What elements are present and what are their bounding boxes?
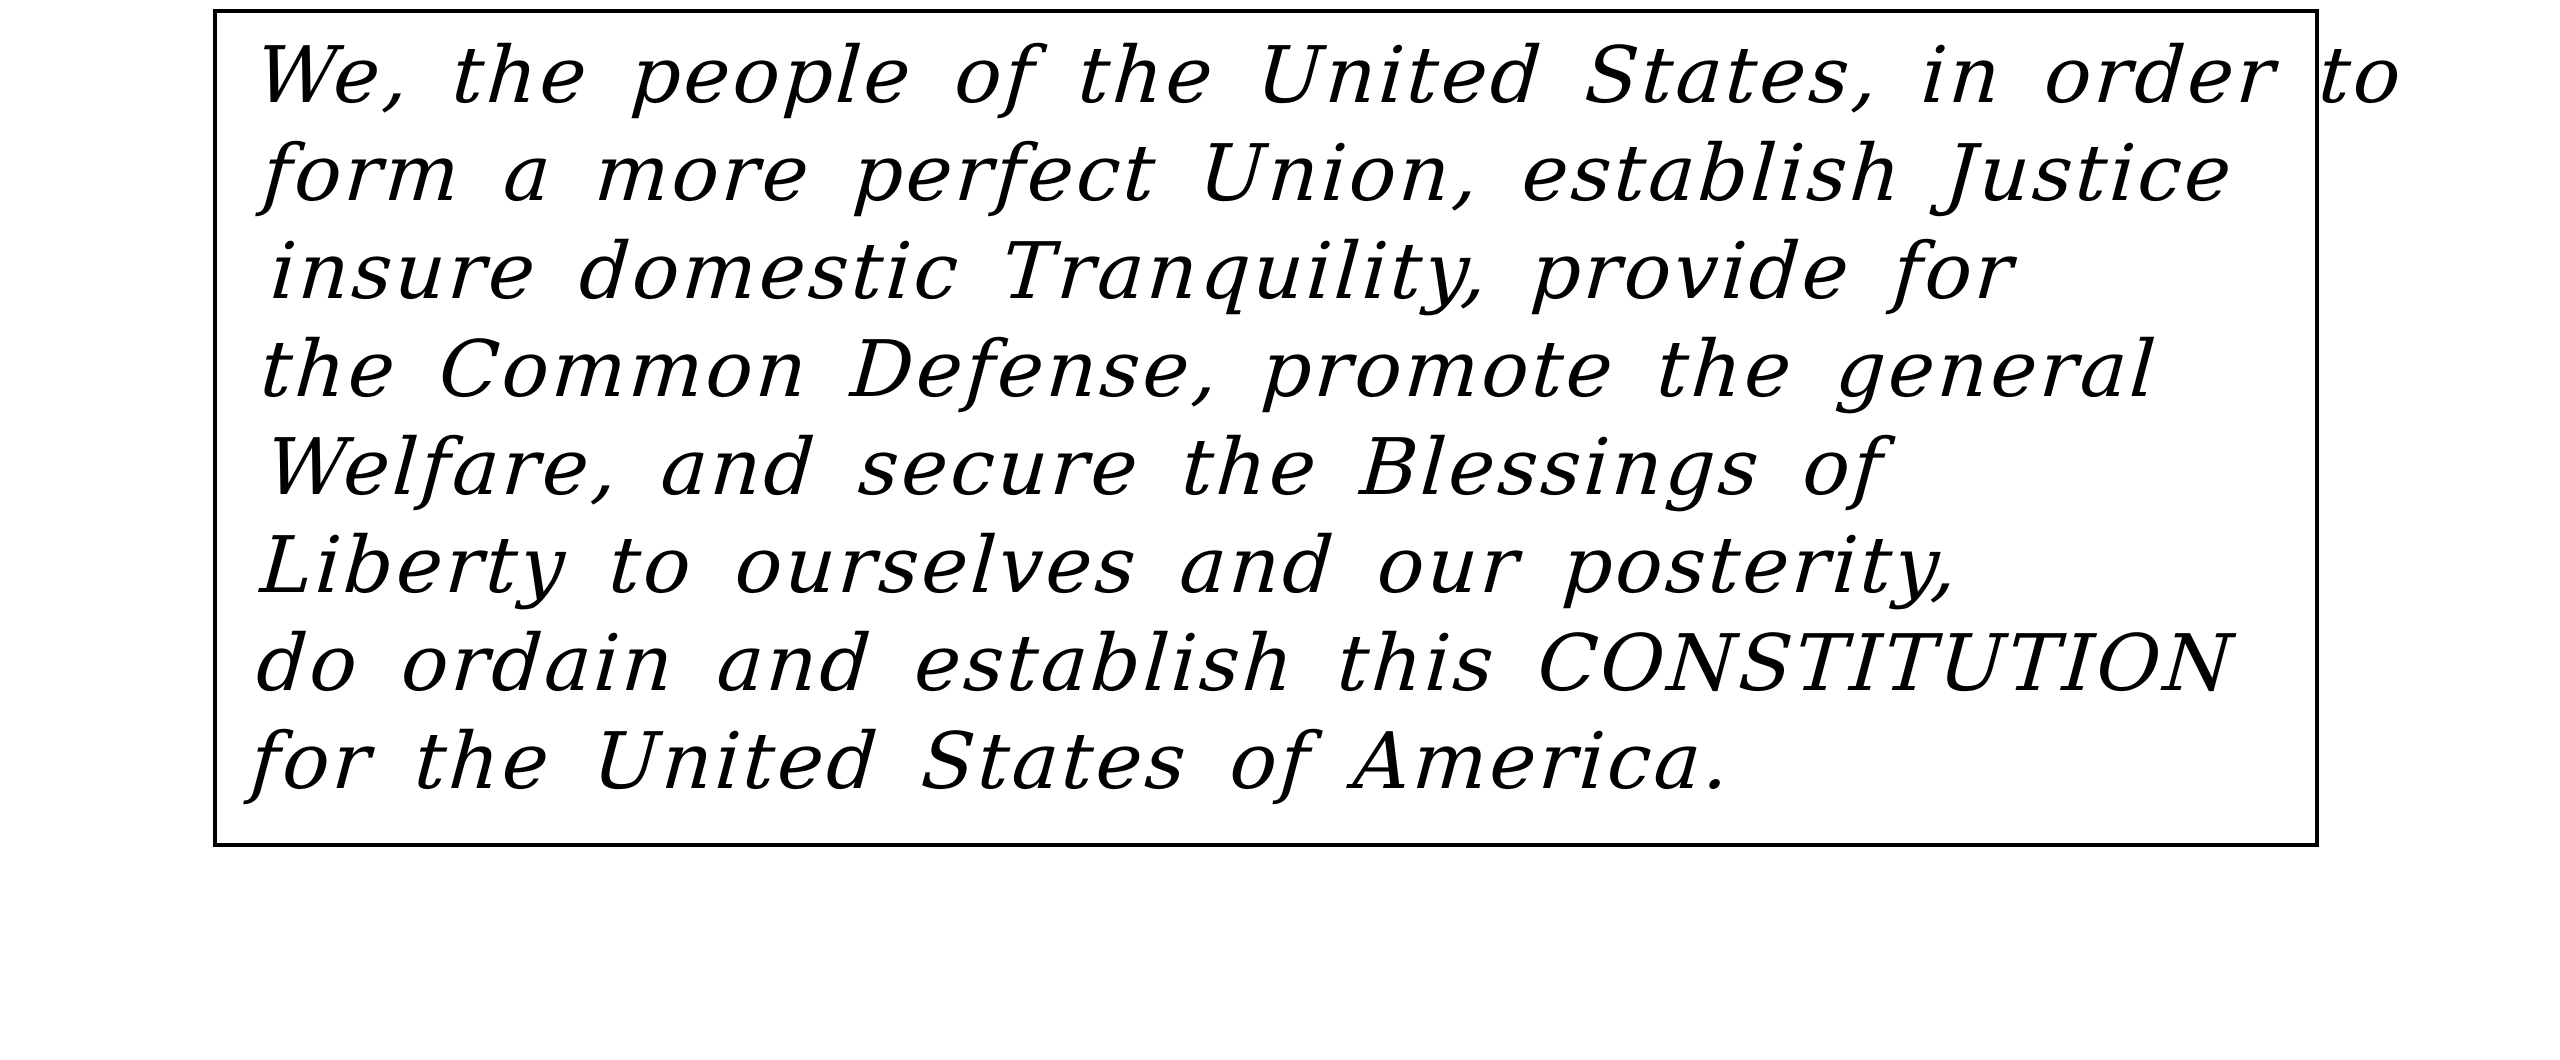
handwritten-text bbox=[247, 27, 2407, 811]
text-line: Welfare, and secure the Blessings of bbox=[263, 423, 1889, 513]
text-line: do ordain and establish this CONSTITUTION bbox=[253, 619, 2239, 709]
text-line: the Common Defense, promote the general bbox=[257, 325, 2162, 415]
text-line: for the United States of America. bbox=[247, 717, 1735, 807]
handwritten-preamble-box bbox=[213, 9, 2407, 847]
text-line: form a more perfect Union, establish Justice bbox=[259, 129, 2238, 219]
text-line: insure domestic Tranquility, provide for bbox=[267, 227, 2019, 317]
text-line: We, the people of the United States, in order to bbox=[253, 31, 2407, 121]
text-line: Liberty to ourselves and our posterity, bbox=[257, 521, 1963, 611]
